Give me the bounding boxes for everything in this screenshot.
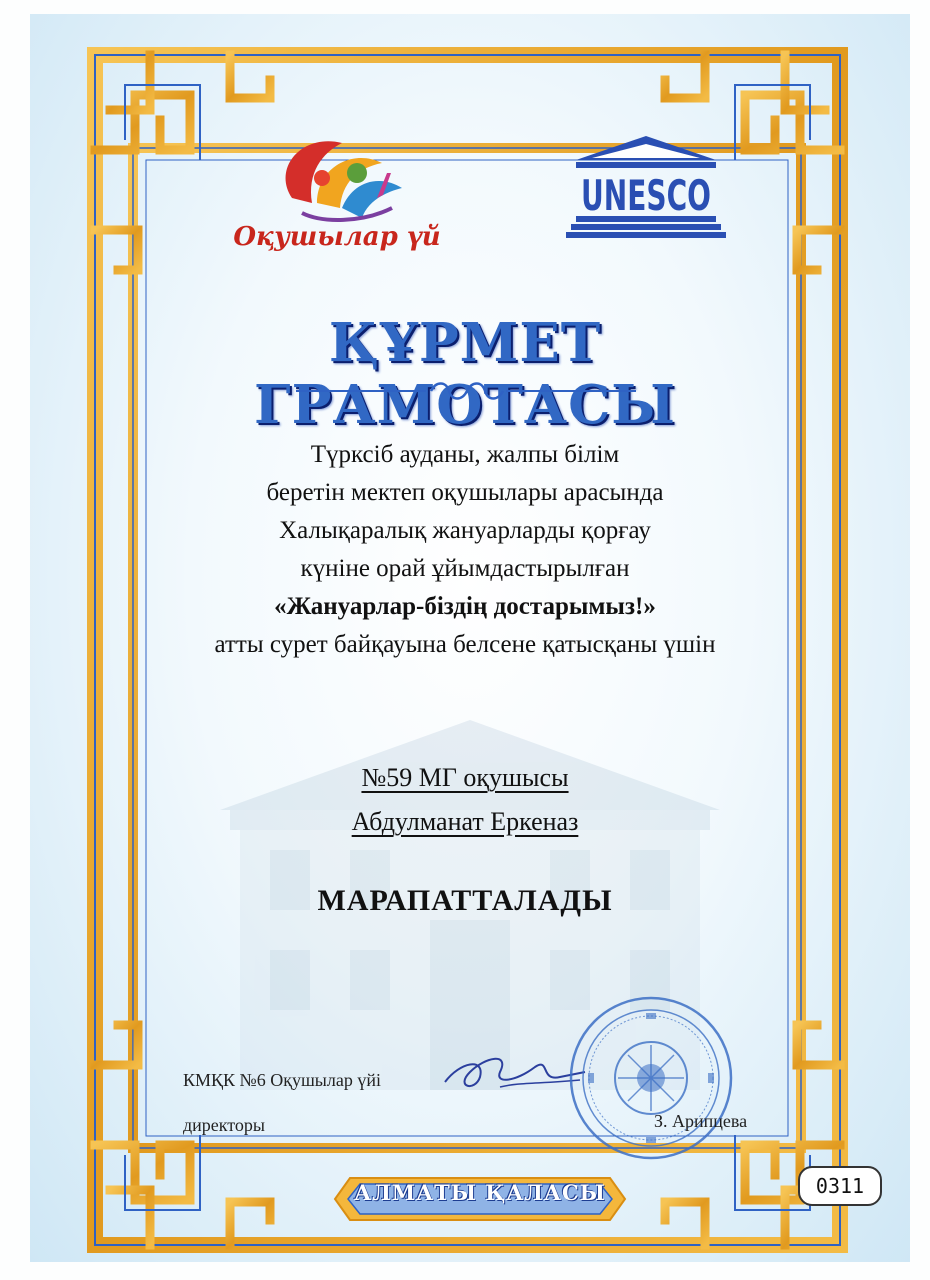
body-line-4: күніне орай ұйымдастырылған [300, 555, 630, 582]
signatory-role: директоры [183, 1115, 266, 1135]
recipient-name: Абдулманат Еркеназ [351, 807, 579, 836]
city-name: АЛМАТЫ ҚАЛАСЫ [354, 1180, 606, 1205]
recipient-block [150, 756, 780, 844]
contest-name: «Жануарлар-біздің достарымыз!» [274, 593, 656, 620]
body-line-1: Түрксіб ауданы, жалпы білім [310, 441, 620, 468]
certificate-body [150, 436, 780, 664]
serial-number: 0311 [798, 1166, 882, 1206]
official-stamp [568, 995, 734, 1161]
body-line-6: атты сурет байқауына белсене қатысқаны үшін [214, 631, 716, 658]
title-ornament [296, 376, 636, 406]
body-line-2: беретін мектеп оқушылары арасында [266, 479, 664, 506]
recipient-school: №59 МГ оқушысы [361, 763, 569, 792]
award-heading: МАРАПАТТАЛАДЫ [317, 884, 613, 917]
certificate-title: ҚҰРМЕТ ГРАМОТАСЫ [254, 312, 676, 436]
oqushylar-uyi-label: Оқушылар үй [233, 222, 441, 252]
signatory-organization: КМҚК №6 Оқушылар үйі [183, 1070, 381, 1090]
body-line-3: Халықаралық жануарларды қорғау [279, 517, 651, 544]
signatory-name: З. Арипцева [654, 1111, 748, 1131]
unesco-logo [566, 128, 726, 248]
unesco-logo-text: UNESCO [581, 171, 711, 220]
